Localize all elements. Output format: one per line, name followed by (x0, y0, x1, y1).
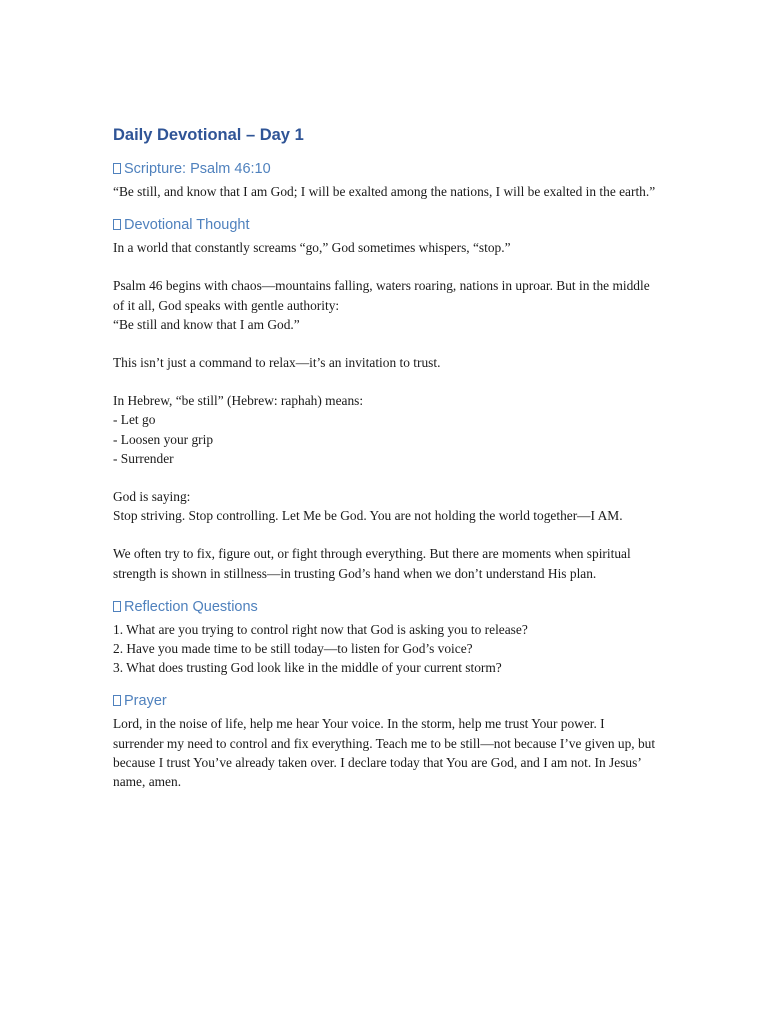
missing-glyph-icon (113, 163, 121, 174)
prayer-section (113, 691, 658, 791)
scripture-heading-text: Scripture: Psalm 46:10 (124, 161, 271, 177)
devotional-paragraph: We often try to fix, figure out, or fight through everything. But there are moments when spiritual strength is shown in stillness—in trusting God’s hand when we don’t understand His plan. (113, 546, 631, 581)
missing-glyph-icon (113, 601, 121, 612)
reflection-heading-text: Reflection Questions (124, 598, 258, 615)
prayer-heading-text: Prayer (124, 693, 167, 710)
scripture-section (113, 159, 658, 201)
devotional-section (113, 215, 658, 583)
devotional-heading (113, 215, 658, 235)
reflection-section (113, 597, 658, 678)
devotional-heading-text: Devotional Thought (124, 217, 250, 234)
document-title: Daily Devotional – Day 1 (113, 126, 304, 144)
devotional-paragraph: This isn’t just a command to relax—it’s an invitation to trust. (113, 355, 441, 371)
missing-glyph-icon (113, 219, 121, 230)
prayer-heading (113, 691, 658, 711)
devotional-paragraph: God is saying: Stop striving. Stop controlling. Let Me be God. You are not holding the world together—I AM. (113, 489, 623, 524)
devotional-paragraph: Psalm 46 begins with chaos—mountains falling, waters roaring, nations in uproar. But in the middle of it all, God speaks with gentle authority: “Be still and know that I am God.” (113, 278, 650, 332)
missing-glyph-icon (113, 695, 121, 706)
devotional-paragraph: In a world that constantly screams “go,” God sometimes whispers, “stop.” (113, 240, 511, 256)
prayer-text: Lord, in the noise of life, help me hear Your voice. In the storm, help me trust Your power. I surrender my need to control and fix everything. Teach me to be still—not because I’ve given up, but because I trust You’ve already taken over. I declare today that You are God, and I am not. In Jesus’ name, amen. (113, 716, 656, 790)
scripture-text: “Be still, and know that I am God; I will be exalted among the nations, I will be exalted in the earth.” (113, 184, 656, 199)
devotional-paragraph: In Hebrew, “be still” (Hebrew: raphah) means: - Let go - Loosen your grip - Surrender (113, 393, 364, 466)
reflection-questions: 1. What are you trying to control right now that God is asking you to release? 2. Have you made time to be still today—to listen for God’s voice? 3. What does trusting God look like in the middle of your current storm? (113, 621, 528, 676)
scripture-heading (113, 159, 658, 179)
reflection-heading (113, 597, 658, 617)
